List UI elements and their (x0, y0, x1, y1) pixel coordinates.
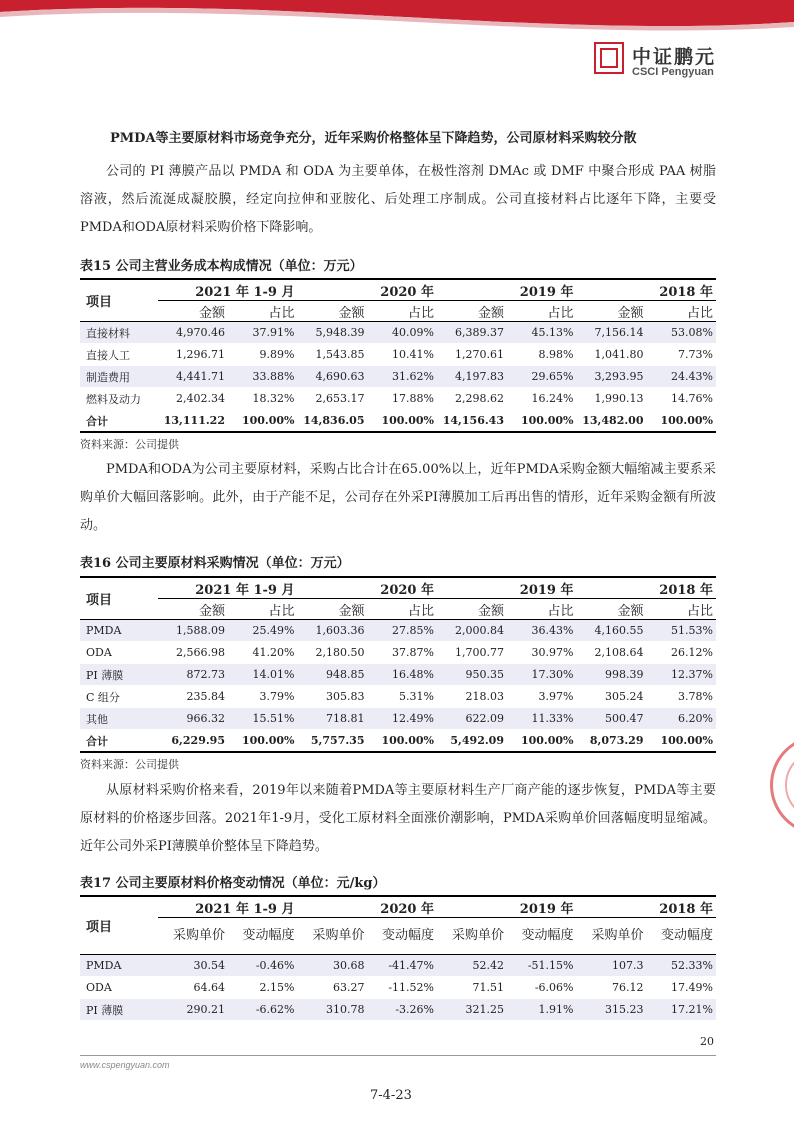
table15 (80, 278, 716, 433)
table-row (80, 642, 716, 664)
table-cell: 966.32 (158, 708, 228, 730)
table16-sub-header: 占比 (228, 599, 298, 620)
table-cell: 16.24% (507, 388, 577, 410)
table-cell: 100.00% (507, 410, 577, 433)
table-cell: 41.20% (228, 642, 298, 664)
table-row (80, 344, 716, 366)
header-wave-decoration (0, 0, 794, 40)
table-cell: 6,229.95 (158, 730, 228, 753)
table-cell: 1,543.85 (298, 344, 368, 366)
row-label: 合计 (80, 730, 158, 753)
table-cell: 100.00% (228, 730, 298, 753)
table15-sub-header: 金额 (577, 301, 647, 322)
table15-sub-header: 占比 (228, 301, 298, 322)
table-cell: 40.09% (368, 322, 438, 344)
table15-sub-header: 占比 (368, 301, 438, 322)
table-cell: 52.42 (437, 955, 507, 977)
table-cell: 305.24 (577, 686, 647, 708)
table-cell: 2,000.84 (437, 620, 507, 642)
table-cell: 14.76% (647, 388, 717, 410)
table17-sub-header: 变动幅度 (228, 918, 298, 955)
table-cell: 4,690.63 (298, 366, 368, 388)
table16-year-header: 2021 年 1-9 月 (158, 577, 298, 599)
red-seal-stamp (770, 735, 794, 835)
table-cell: 17.21% (647, 999, 717, 1021)
table-cell: 30.54 (158, 955, 228, 977)
table-cell: 3.79% (228, 686, 298, 708)
table-cell: 2,180.50 (298, 642, 368, 664)
table16-sub-header: 占比 (368, 599, 438, 620)
footer-url: www.cspengyuan.com (80, 1060, 170, 1070)
table-cell: 36.43% (507, 620, 577, 642)
table-cell: 315.23 (577, 999, 647, 1021)
table-cell: 11.33% (507, 708, 577, 730)
table-cell: 5,757.35 (298, 730, 368, 753)
table-cell: 5,948.39 (298, 322, 368, 344)
table-cell: 5.31% (368, 686, 438, 708)
table-cell: -0.46% (228, 955, 298, 977)
table16-sub-header: 占比 (647, 599, 717, 620)
table17-caption: 表17 公司主要原材料价格变动情况（单位：元/kg） (80, 876, 386, 891)
row-label: PMDA (80, 620, 158, 642)
table-cell: 2,298.62 (437, 388, 507, 410)
table15-year-header: 2019 年 (437, 279, 577, 301)
table17-year-header: 2020 年 (298, 896, 438, 918)
table15-sub-header: 金额 (158, 301, 228, 322)
table17-sub-header: 采购单价 (437, 918, 507, 955)
table-cell: 2,566.98 (158, 642, 228, 664)
table-cell: 2.15% (228, 977, 298, 999)
table15-source: 资料来源：公司提供 (80, 438, 179, 451)
table15-caption: 表15 公司主营业务成本构成情况（单位：万元） (80, 259, 363, 274)
table-row (80, 388, 716, 410)
table-row (80, 664, 716, 686)
table-cell: 1,700.77 (437, 642, 507, 664)
table-cell: 14,836.05 (298, 410, 368, 433)
table-cell: 33.88% (228, 366, 298, 388)
table-cell: 26.12% (647, 642, 717, 664)
table-cell: 37.91% (228, 322, 298, 344)
brand-name-en: CSCI Pengyuan (632, 66, 714, 78)
table-cell: -51.15% (507, 955, 577, 977)
document-code: 7-4-23 (370, 1088, 412, 1103)
table-cell: 14.01% (228, 664, 298, 686)
table-cell: 872.73 (158, 664, 228, 686)
table-cell: 3,293.95 (577, 366, 647, 388)
table17-item-header: 项目 (80, 896, 158, 955)
table-cell: 100.00% (228, 410, 298, 433)
table-total-row (80, 410, 716, 433)
table15-sub-header: 金额 (437, 301, 507, 322)
table-cell: 321.25 (437, 999, 507, 1021)
table-cell: 100.00% (647, 730, 717, 753)
table15-year-header: 2020 年 (298, 279, 438, 301)
table-cell: 30.97% (507, 642, 577, 664)
table-cell: 4,441.71 (158, 366, 228, 388)
table16 (80, 576, 716, 753)
table17-sub-header: 变动幅度 (368, 918, 438, 955)
table-cell: 15.51% (228, 708, 298, 730)
table16-source: 资料来源：公司提供 (80, 758, 179, 771)
table-cell: 3.97% (507, 686, 577, 708)
table-cell: 9.89% (228, 344, 298, 366)
table-cell: 1.91% (507, 999, 577, 1021)
table17 (80, 895, 716, 1021)
footer-divider (80, 1055, 716, 1056)
table-cell: 1,270.61 (437, 344, 507, 366)
table15-year-header: 2021 年 1-9 月 (158, 279, 298, 301)
table17-sub-header: 采购单价 (298, 918, 368, 955)
table15-item-header: 项目 (80, 279, 158, 322)
table-cell: 7.73% (647, 344, 717, 366)
row-label: 其他 (80, 708, 158, 730)
table-cell: 305.83 (298, 686, 368, 708)
table-cell: -11.52% (368, 977, 438, 999)
table-row (80, 366, 716, 388)
table-cell: 51.53% (647, 620, 717, 642)
row-label: ODA (80, 977, 158, 999)
table15-sub-header: 占比 (647, 301, 717, 322)
table-cell: 71.51 (437, 977, 507, 999)
table16-caption: 表16 公司主要原材料采购情况（单位：万元） (80, 556, 350, 571)
table17-sub-header: 采购单价 (158, 918, 228, 955)
row-label: 合计 (80, 410, 158, 433)
table-cell: 8.98% (507, 344, 577, 366)
table17-sub-header: 采购单价 (577, 918, 647, 955)
row-label: 直接材料 (80, 322, 158, 344)
table-cell: 76.12 (577, 977, 647, 999)
table-cell: 6.20% (647, 708, 717, 730)
table-cell: 14,156.43 (437, 410, 507, 433)
row-label: ODA (80, 642, 158, 664)
table-cell: 8,073.29 (577, 730, 647, 753)
table16-sub-header: 金额 (298, 599, 368, 620)
table-row (80, 999, 716, 1021)
table-cell: 6,389.37 (437, 322, 507, 344)
table-row (80, 955, 716, 977)
table-cell: 4,970.46 (158, 322, 228, 344)
paragraph-3: 从原材料采购价格来看，2019年以来随着PMDA等主要原材料生产厂商产能的逐步恢复，PMDA等主要原材料的价格逐步回落。2021年1-9月，受化工原材料全面涨价潮影响，PMDA采购单价回落幅度明显缩减。近年公司外采PI薄膜单价整体呈下降趋势。 (80, 783, 716, 854)
table17-year-header: 2018 年 (577, 896, 717, 918)
table-cell: 30.68 (298, 955, 368, 977)
table-cell: 31.62% (368, 366, 438, 388)
row-label: PI 薄膜 (80, 664, 158, 686)
table-cell: 17.88% (368, 388, 438, 410)
table17-sub-header: 变动幅度 (507, 918, 577, 955)
table-cell: 1,990.13 (577, 388, 647, 410)
table-cell: 1,588.09 (158, 620, 228, 642)
section-heading: PMDA等主要原材料市场竞争充分，近年采购价格整体呈下降趋势，公司原材料采购较分散 (110, 131, 637, 146)
row-label: 制造费用 (80, 366, 158, 388)
table-cell: 998.39 (577, 664, 647, 686)
table-cell: 100.00% (368, 410, 438, 433)
table16-year-header: 2019 年 (437, 577, 577, 599)
table-cell: 290.21 (158, 999, 228, 1021)
table-cell: 235.84 (158, 686, 228, 708)
table15-sub-header: 占比 (507, 301, 577, 322)
table-cell: 25.49% (228, 620, 298, 642)
table-cell: 13,482.00 (577, 410, 647, 433)
table-cell: 2,653.17 (298, 388, 368, 410)
table-row (80, 620, 716, 642)
paragraph-1: 公司的 PI 薄膜产品以 PMDA 和 ODA 为主要单体，在极性溶剂 DMAc 或 DMF 中聚合形成 PAA 树脂溶液，然后流涎成凝胶膜，经定向拉伸和亚胺化、后处理工序制成。公司直接材料占比逐年下降，主要受PMDA和ODA原材料采购价格下降影响。 (80, 164, 716, 235)
brand-logo (594, 42, 774, 82)
table17-sub-header: 变动幅度 (647, 918, 717, 955)
table-cell: -3.26% (368, 999, 438, 1021)
table-cell: 53.08% (647, 322, 717, 344)
table-cell: 17.30% (507, 664, 577, 686)
table-cell: 24.43% (647, 366, 717, 388)
paragraph-2: PMDA和ODA为公司主要原材料，采购占比合计在65.00%以上，近年PMDA采购金额大幅缩减主要系采购单价大幅回落影响。此外，由于产能不足，公司存在外采PI薄膜加工后再出售的情形，近年采购金额有所波动。 (80, 462, 716, 533)
table-cell: -6.06% (507, 977, 577, 999)
row-label: 直接人工 (80, 344, 158, 366)
table-cell: 4,160.55 (577, 620, 647, 642)
table-row (80, 977, 716, 999)
table-row (80, 708, 716, 730)
table-row (80, 322, 716, 344)
table15-sub-header: 金额 (298, 301, 368, 322)
table16-year-header: 2020 年 (298, 577, 438, 599)
table-cell: 13,111.22 (158, 410, 228, 433)
table17-year-header: 2019 年 (437, 896, 577, 918)
table-cell: 17.49% (647, 977, 717, 999)
table-cell: 1,603.36 (298, 620, 368, 642)
brand-name-cn: 中证鹏元 (632, 46, 717, 68)
table-cell: 100.00% (368, 730, 438, 753)
table-cell: 64.64 (158, 977, 228, 999)
table-cell: 2,402.34 (158, 388, 228, 410)
table-total-row (80, 730, 716, 753)
row-label: PI 薄膜 (80, 999, 158, 1021)
table-cell: 52.33% (647, 955, 717, 977)
table-cell: 100.00% (507, 730, 577, 753)
table-cell: 107.3 (577, 955, 647, 977)
table17-year-header: 2021 年 1-9 月 (158, 896, 298, 918)
table-cell: 948.85 (298, 664, 368, 686)
table-cell: 18.32% (228, 388, 298, 410)
table-cell: 27.85% (368, 620, 438, 642)
page-number: 20 (700, 1035, 714, 1048)
table-cell: 63.27 (298, 977, 368, 999)
table15-year-header: 2018 年 (577, 279, 717, 301)
table-cell: 12.37% (647, 664, 717, 686)
table16-sub-header: 金额 (437, 599, 507, 620)
row-label: PMDA (80, 955, 158, 977)
table-cell: 1,296.71 (158, 344, 228, 366)
table-cell: 622.09 (437, 708, 507, 730)
table-cell: 5,492.09 (437, 730, 507, 753)
table-cell: 4,197.83 (437, 366, 507, 388)
table-cell: 500.47 (577, 708, 647, 730)
table16-sub-header: 金额 (577, 599, 647, 620)
table-row (80, 686, 716, 708)
row-label: 燃料及动力 (80, 388, 158, 410)
table-cell: 12.49% (368, 708, 438, 730)
table-cell: 1,041.80 (577, 344, 647, 366)
table-cell: 45.13% (507, 322, 577, 344)
table16-item-header: 项目 (80, 577, 158, 620)
table16-sub-header: 占比 (507, 599, 577, 620)
table-cell: 7,156.14 (577, 322, 647, 344)
table-cell: 37.87% (368, 642, 438, 664)
table-cell: 310.78 (298, 999, 368, 1021)
table-cell: 218.03 (437, 686, 507, 708)
table-cell: 10.41% (368, 344, 438, 366)
table16-sub-header: 金额 (158, 599, 228, 620)
row-label: C 组分 (80, 686, 158, 708)
table-cell: -6.62% (228, 999, 298, 1021)
table-cell: 950.35 (437, 664, 507, 686)
table-cell: 100.00% (647, 410, 717, 433)
table16-year-header: 2018 年 (577, 577, 717, 599)
table-cell: 3.78% (647, 686, 717, 708)
brand-seal-icon (594, 42, 624, 74)
table-cell: 718.81 (298, 708, 368, 730)
table-cell: 16.48% (368, 664, 438, 686)
table-cell: 2,108.64 (577, 642, 647, 664)
table-cell: 29.65% (507, 366, 577, 388)
table-cell: -41.47% (368, 955, 438, 977)
